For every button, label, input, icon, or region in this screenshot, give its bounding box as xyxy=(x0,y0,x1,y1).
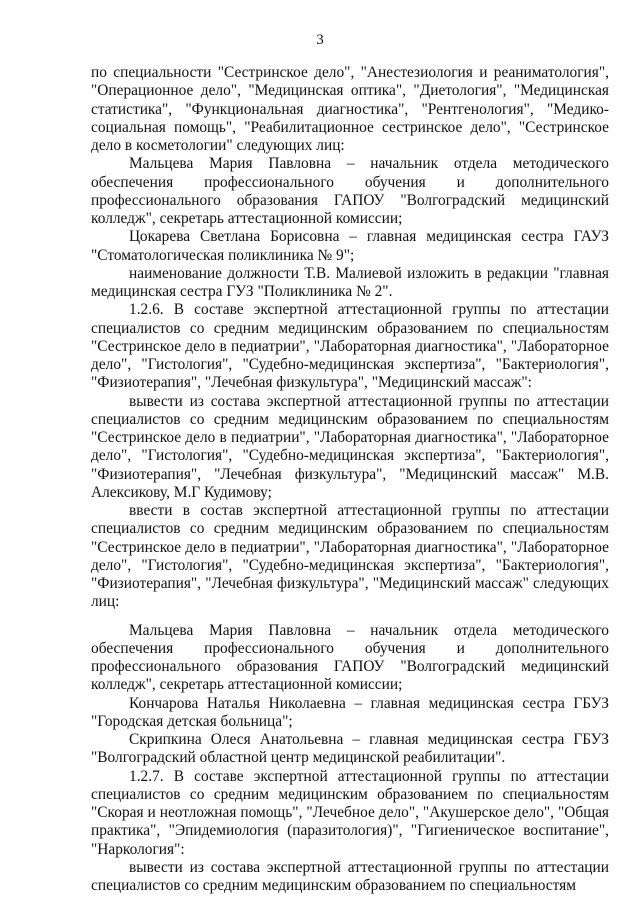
paragraph-section-1-2-7: 1.2.7. В составе экспертной аттестационной группы по аттестации специалистов со средним медицинским образованием по специальностям "Скорая и неотложная помощь", "Лечебное дело", "Акушерское дело", "Общая практика", "Эпидемиология (паразитология)", "Гигиеническое воспитание", "Наркология": xyxy=(91,767,609,858)
paragraph-malieva-position: наименование должности Т.В. Малиевой изложить в редакции "главная медицинская сестра ГУЗ "Поликлиника № 2". xyxy=(91,264,609,300)
paragraph-add-1-2-6: ввести в состав экспертной аттестационной группы по аттестации специалистов со средним медицинским образованием по специальностям "Сестринское дело в педиатрии", "Лабораторная диагностика", "Лабораторное дело", "Гистология", "Судебно-медицинская экспертиза", "Бактериология", "Физиотерапия", "Лечебная физкультура", "Медицинский массаж" следующих лиц: xyxy=(91,502,609,611)
page-number: 3 xyxy=(316,32,324,48)
paragraph-remove-1-2-6: вывести из состава экспертной аттестационной группы по аттестации специалистов со средним медицинским образованием по специальностям "Сестринское дело в педиатрии", "Лабораторная диагностика", "Лабораторное дело", "Гистология", "Судебно-медицинская экспертиза", "Бактериология", "Физиотерапия", "Лечебная физкультура", "Медицинский массаж" М.В. Алексикову, М.Г Кудимову; xyxy=(91,392,609,501)
paragraph-specialties-continuation: по специальности "Сестринское дело", "Анестезиология и реаниматология", "Операционное дело", "Медицинская оптика", "Диетология", "Медицинская статистика", "Функциональная диагностика", "Рентгенология", "Медико-социальная помощь", "Реабилитационное сестринское дело", "Сестринское дело в косметологии" следующих лиц: xyxy=(91,64,609,154)
paragraph-tsokareva: Цокарева Светлана Борисовна – главная медицинская сестра ГАУЗ "Стоматологическая поликлиника № 9"; xyxy=(91,228,609,264)
paragraph-skripkina: Скрипкина Олеся Анатольевна – главная медицинская сестра ГБУЗ "Волгоградский областной центр медицинской реабилитации". xyxy=(91,731,609,767)
document-body xyxy=(91,64,609,895)
paragraph-remove-1-2-7: вывести из состава экспертной аттестационной группы по аттестации специалистов со средним медицинским образованием по специальностям xyxy=(91,858,609,894)
paragraph-section-1-2-6: 1.2.6. В составе экспертной аттестационной группы по аттестации специалистов со средним медицинским образованием по специальностям "Сестринское дело в педиатрии", "Лабораторная диагностика", "Лабораторное дело", "Гистология", "Судебно-медицинская экспертиза", "Бактериология", "Физиотерапия", "Лечебная физкультура", "Медицинский массаж": xyxy=(91,301,609,392)
paragraph-maltseva-1: Мальцева Мария Павловна – начальник отдела методического обеспечения профессионального обучения и дополнительного профессионального образования ГАПОУ "Волгоградский медицинский колледж", секретарь аттестационной комиссии; xyxy=(91,155,609,227)
paragraph-koncharova: Кончарова Наталья Николаевна – главная медицинская сестра ГБУЗ "Городская детская больница"; xyxy=(91,694,609,730)
paragraph-maltseva-2: Мальцева Мария Павловна – начальник отдела методического обеспечения профессионального обучения и дополнительного профессионального образования ГАПОУ "Волгоградский медицинский колледж", секретарь аттестационной комиссии; xyxy=(91,621,609,694)
